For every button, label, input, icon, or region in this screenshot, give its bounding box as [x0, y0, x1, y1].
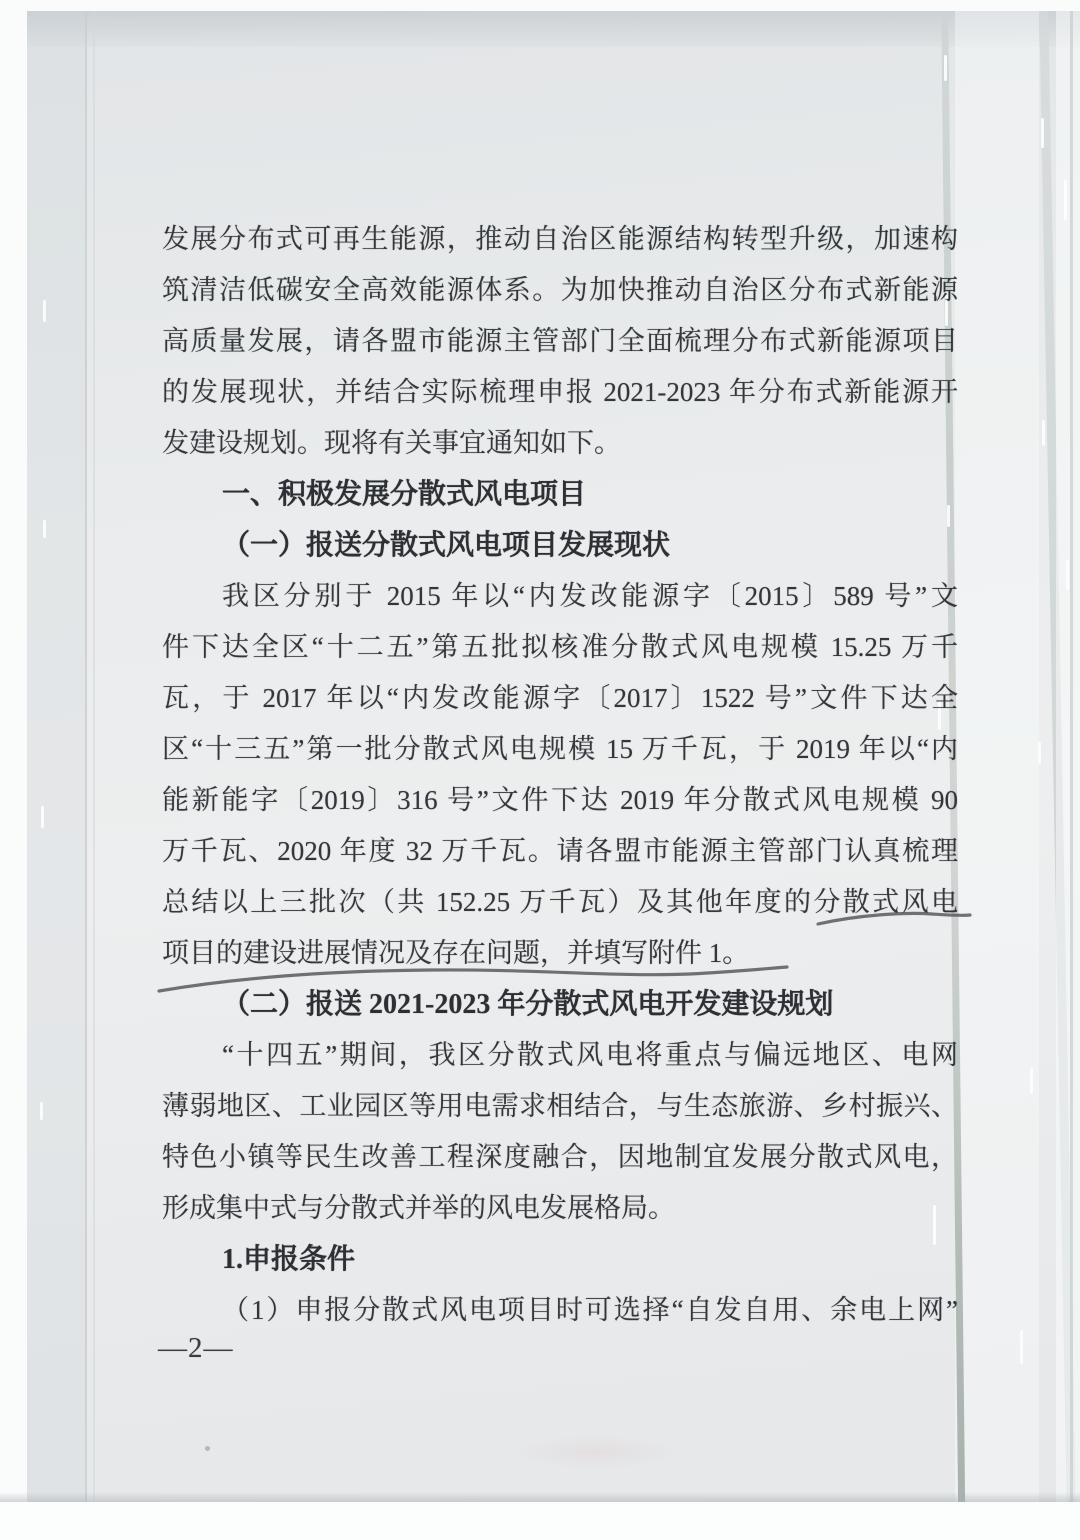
scan-smudge [510, 1435, 680, 1469]
text-line: 能新能字〔2019〕316 号”文件下达 2019 年分散式风电规模 90 [162, 785, 958, 815]
text-line: 件下达全区“十二五”第五批拟核准分散式风电规模 15.25 万千 [162, 632, 958, 662]
scan-white-dash [1041, 118, 1044, 148]
scan-left-margin-strip [0, 0, 27, 1540]
text-line: 的发展现状，并结合实际梳理申报 2021-2023 年分布式新能源开 [162, 377, 958, 407]
text-line: 发建设规划。现将有关事宜通知如下。 [162, 428, 621, 458]
text-line: 高质量发展，请各盟市能源主管部门全面梳理分布式新能源项目 [162, 326, 958, 356]
text-line: 筑清洁低碳安全高效能源体系。为加快推动自治区分布式新能源 [162, 275, 958, 305]
scan-white-dash [40, 1102, 43, 1120]
scan-white-dash [41, 806, 44, 828]
subsection-heading: （一）报送分散式风电项目发展现状 [222, 530, 671, 561]
scan-white-dash [944, 55, 947, 81]
scan-white-dash [1038, 742, 1041, 764]
text-line: 形成集中式与分散式并举的风电发展格局。 [162, 1193, 675, 1223]
scan-left-shade [27, 11, 87, 1540]
scan-white-dash [1066, 560, 1069, 590]
section-heading: 一、积极发展分散式风电项目 [222, 479, 587, 510]
scan-white-dash [1020, 1330, 1023, 1364]
scan-top-margin-strip [0, 0, 1080, 11]
text-line: 薄弱地区、工业园区等用电需求相结合，与生态旅游、乡村振兴、 [162, 1091, 958, 1121]
scan-white-dash [43, 300, 46, 322]
text-line: 区“十三五”第一批分散式风电规模 15 万千瓦，于 2019 年以“内 [162, 734, 958, 764]
document-body [162, 214, 958, 1336]
scan-speck [205, 1446, 210, 1451]
text-line: 特色小镇等民生改善工程深度融合，因地制宜发展分散式风电， [162, 1142, 958, 1172]
scan-white-dash [1030, 1068, 1033, 1094]
scan-right-edge [1056, 0, 1080, 1540]
text-line: 总结以上三批次（共 152.25 万千瓦）及其他年度的分散式风电 [162, 887, 958, 917]
text-line: （1）申报分散式风电项目时可选择“自发自用、余电上网” [222, 1295, 958, 1325]
scan-white-dash [43, 520, 46, 538]
scan-right-edge-line [1070, 0, 1073, 1540]
scan-top-band [27, 11, 1080, 47]
scan-left-fold-line-2 [93, 0, 95, 1540]
page-number: —2— [158, 1332, 234, 1364]
text-line: 瓦，于 2017 年以“内发改能源字〔2017〕1522 号”文件下达全 [162, 683, 958, 713]
scan-bottom-shadow [0, 1492, 1080, 1502]
text-line: 项目的建设进展情况及存在问题，并填写附件 1。 [162, 938, 750, 968]
numbered-heading: 1.申报条件 [222, 1244, 356, 1275]
text-line: 我区分别于 2015 年以“内发改能源字〔2015〕589 号”文 [222, 581, 958, 611]
scan-white-dash [1064, 180, 1067, 220]
subsection-heading: （二）报送 2021-2023 年分散式风电开发建设规划 [222, 989, 834, 1020]
scan-white-dash [1042, 420, 1045, 446]
text-line: 发展分布式可再生能源，推动自治区能源结构转型升级，加速构 [162, 224, 958, 254]
scan-right-light-column [955, 0, 1039, 1540]
text-line: 万千瓦、2020 年度 32 万千瓦。请各盟市能源主管部门认真梳理 [162, 836, 958, 866]
scan-left-fold-line [85, 0, 87, 1540]
scan-bottom-margin-strip [0, 1502, 1080, 1540]
text-line: “十四五”期间，我区分散式风电将重点与偏远地区、电网 [222, 1040, 958, 1070]
